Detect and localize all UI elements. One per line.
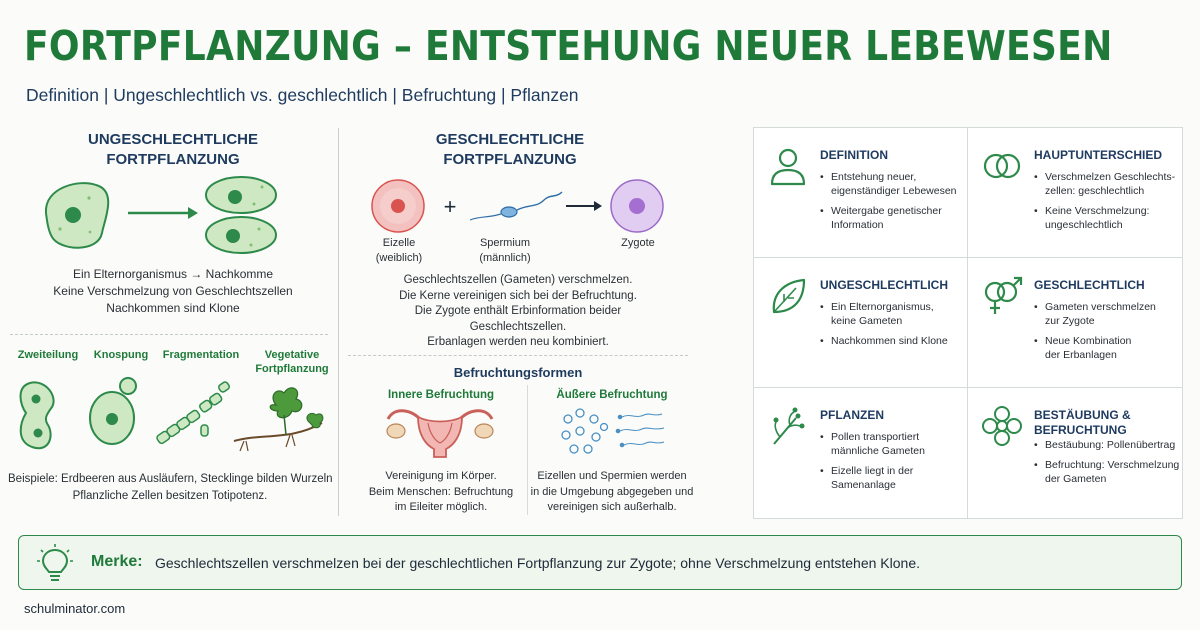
- sexual-description: Geschlechtszellen (Gameten) verschmelzen. Die Kerne vereinigen sich bei der Befruchtung. Die Zygote enthält Erbinformation beider Geschlechtszellen. Erbanlagen werden neu kombiniert.: [399, 274, 637, 348]
- gender-symbols-icon: [980, 274, 1024, 318]
- dividing-cell-icon: [21, 382, 54, 448]
- plus-sign: [444, 194, 457, 219]
- fragmenting-filament-icon: [156, 381, 231, 445]
- egg-cell-label: Eizelle (weiblich): [375, 237, 423, 264]
- card-item: • Entstehung neuer, eigenständiger Lebewesen: [820, 170, 957, 198]
- card-item: • Weitergabe genetischer Information: [820, 204, 957, 232]
- budding-yeast-icon: [90, 378, 136, 444]
- sexual-section-divider: [348, 355, 688, 356]
- card-item: • Verschmelzen Geschlechts- zellen: geschlechtlich: [1034, 170, 1175, 198]
- page-title: FORTPFLANZUNG – ENTSTEHUNG NEUER LEBEWESEN: [24, 22, 1113, 70]
- card-item: • Bestäubung: Pollenübertrag: [1034, 438, 1179, 452]
- column-divider-left: [338, 128, 339, 516]
- zygote-icon: [611, 180, 663, 232]
- asexual-examples: Beispiele: Erdbeeren aus Ausläufern, Stecklinge bilden Wurzeln Pflanzliche Zellen besitzen Totipotenz.: [8, 473, 333, 502]
- card-title: HAUPTUNTERSCHIED: [1034, 148, 1163, 162]
- card-title: GESCHLECHTLICH: [1034, 278, 1145, 292]
- card-item: • Ein Elternorganismus, keine Gameten: [820, 300, 948, 328]
- internal-fertilization-description: Vereinigung im Körper. Beim Menschen: Befruchtung im Eileiter möglich.: [368, 470, 514, 513]
- sexual-title: GESCHLECHTLICHE FORTPFLANZUNG: [435, 131, 585, 168]
- card-title: DEFINITION: [820, 148, 888, 162]
- asexual-types-illustration: [12, 375, 332, 455]
- parent-cell-icon: [46, 183, 108, 248]
- svg-text:+: +: [443, 194, 457, 219]
- plant-sprig-icon: [766, 404, 810, 448]
- arrow-right-icon: [566, 201, 602, 211]
- overlap-circles-icon: [980, 144, 1024, 188]
- card-list: [820, 170, 957, 238]
- fertilization-illustration: [370, 178, 670, 238]
- internal-fertilization-title: Innere Befruchtung: [387, 389, 495, 401]
- type-label-zweiteilung: Zweiteilung: [17, 349, 79, 361]
- merke-label: Merke:: [91, 553, 143, 570]
- key-takeaway-box: [18, 535, 1182, 590]
- card-plants: [754, 388, 968, 518]
- card-item: • Pollen transportiert männliche Gameten: [820, 430, 925, 458]
- uterus-icon: [380, 405, 500, 459]
- card-item: • Gameten verschmelzen zur Zygote: [1034, 300, 1156, 328]
- card-list: [820, 300, 948, 354]
- type-label-knospung: Knospung: [93, 349, 149, 361]
- card-title: UNGESCHLECHTLICH: [820, 278, 948, 292]
- card-list: [1034, 438, 1179, 492]
- type-label-fragmentation: Fragmentation: [162, 349, 240, 361]
- external-fertilization-icon: [558, 405, 668, 459]
- sperm-cell-icon: [470, 192, 562, 220]
- arrow-right-icon: [128, 207, 198, 219]
- card-list: [820, 430, 925, 498]
- asexual-description: Ein Elternorganismus → Nachkomme Keine Verschmelzung von Geschlechtszellen Nachkommen sind Klone: [53, 267, 293, 315]
- daughter-cell-top-icon: [206, 177, 276, 213]
- egg-cell-icon: [372, 180, 424, 232]
- card-title: BESTÄUBUNG & BEFRUCHTUNG: [1034, 408, 1131, 437]
- zygote-label: Zygote: [621, 237, 655, 249]
- card-title: PFLANZEN: [820, 408, 884, 422]
- lightbulb-icon: [37, 544, 73, 584]
- flower-icon: [980, 404, 1024, 448]
- card-list: [1034, 170, 1175, 238]
- binary-fission-illustration: [40, 175, 290, 260]
- strawberry-runner-icon: [234, 388, 323, 451]
- fertilization-forms-title: Befruchtungsformen: [453, 365, 583, 380]
- card-definition: [754, 128, 968, 258]
- asexual-title: UNGESCHLECHTLICHE FORTPFLANZUNG: [87, 131, 258, 168]
- merke-text: Geschlechtszellen verschmelzen bei der geschlechtlichen Fortpflanzung zur Zygote; ohne Verschmelzung entstehen Klone.: [155, 555, 920, 571]
- card-main-difference: [968, 128, 1182, 258]
- external-fertilization-title: Äußere Befruchtung: [556, 389, 668, 401]
- card-sexual: [968, 258, 1182, 388]
- summary-card-grid: [753, 127, 1183, 519]
- person-icon: [766, 144, 810, 188]
- page-subtitle: Definition | Ungeschlechtlich vs. geschlechtlich | Befruchtung | Pflanzen: [26, 85, 579, 105]
- daughter-cell-bottom-icon: [206, 217, 276, 253]
- site-footer: schulminator.com: [24, 601, 126, 616]
- asexual-section-divider: [10, 334, 328, 335]
- external-fertilization-description: Eizellen und Spermien werden in die Umgebung abgegeben und vereinigen sich außerhalb.: [530, 470, 694, 513]
- type-label-vegetative: Vegetative Fortpflanzung: [255, 349, 329, 375]
- card-item: • Neue Kombination der Erbanlagen: [1034, 334, 1156, 362]
- sperm-cell-label: Spermium (männlich): [479, 237, 531, 264]
- leaf-icon: [766, 274, 810, 318]
- card-item: • Eizelle liegt in der Samenanlage: [820, 464, 925, 492]
- card-list: [1034, 300, 1156, 368]
- card-item: • Befruchtung: Verschmelzung der Gameten: [1034, 458, 1179, 486]
- card-asexual: [754, 258, 968, 388]
- card-item: • Nachkommen sind Klone: [820, 334, 948, 348]
- card-item: • Keine Verschmelzung: ungeschlechtlich: [1034, 204, 1175, 232]
- card-pollination: [968, 388, 1182, 518]
- fertilization-divider: [527, 385, 528, 515]
